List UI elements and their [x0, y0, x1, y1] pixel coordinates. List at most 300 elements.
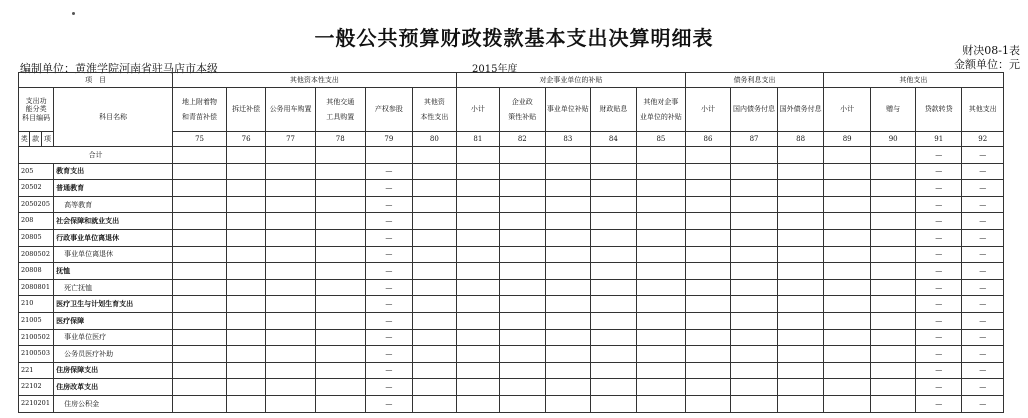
amount-cell [823, 147, 871, 164]
column-number: 75 [173, 132, 227, 147]
amount-cell [591, 147, 637, 164]
column-header-line: 其他交通 [326, 98, 355, 107]
dash-mark: — [935, 300, 943, 309]
table-row [19, 229, 1004, 246]
amount-cell [730, 263, 778, 280]
dash-mark: — [935, 233, 943, 242]
dash-mark: — [935, 250, 943, 259]
amount-cell [173, 213, 227, 230]
amount-cell [778, 246, 824, 263]
dash-mark: — [935, 349, 943, 358]
empty-amount-cell [365, 229, 413, 246]
group-enterprise-subsidy: 对企事业单位的补贴 [456, 73, 686, 88]
amount-cell [173, 229, 227, 246]
dash-mark: — [979, 283, 987, 292]
column-number: 77 [266, 132, 316, 147]
column-header [315, 88, 365, 132]
amount-cell [545, 229, 591, 246]
amount-cell [266, 196, 316, 213]
scan-speck [72, 12, 75, 15]
column-header-line: 国内债务付息 [733, 105, 776, 114]
amount-cell [823, 196, 871, 213]
amount-cell [591, 279, 637, 296]
dash-mark: — [935, 167, 943, 176]
table-row [19, 379, 1004, 396]
amount-cell [266, 163, 316, 180]
dash-mark: — [979, 150, 987, 159]
empty-amount-cell [915, 279, 962, 296]
amount-cell [823, 246, 871, 263]
subject-name-header: 科目名称 [54, 88, 173, 147]
amount-cell [823, 395, 871, 412]
amount-cell [636, 279, 686, 296]
column-header-line: 小计 [701, 105, 715, 114]
empty-amount-cell [915, 346, 962, 363]
column-header-line: 国外债务付息 [779, 105, 822, 114]
table-row [19, 296, 1004, 313]
empty-amount-cell [365, 163, 413, 180]
amount-cell [315, 296, 365, 313]
column-header-line: 赠与 [886, 105, 901, 114]
amount-cell [413, 296, 456, 313]
amount-cell [266, 147, 316, 164]
xiang-header: 项 [41, 132, 53, 147]
amount-cell [266, 395, 316, 412]
amount-cell [730, 163, 778, 180]
subject-code: 20502 [19, 180, 54, 197]
dash-mark: — [385, 399, 393, 408]
amount-cell [545, 395, 591, 412]
function-code-header [19, 88, 54, 132]
amount-cell [226, 362, 265, 379]
amount-cell [315, 196, 365, 213]
amount-cell [315, 312, 365, 329]
amount-cell [871, 213, 915, 230]
amount-cell [173, 163, 227, 180]
amount-cell [413, 196, 456, 213]
empty-amount-cell [365, 346, 413, 363]
amount-cell [315, 279, 365, 296]
amount-cell [456, 346, 499, 363]
amount-cell [413, 246, 456, 263]
empty-amount-cell [962, 196, 1004, 213]
table-row [19, 279, 1004, 296]
column-header-line: 拆迁补偿 [232, 105, 261, 114]
amount-cell [315, 395, 365, 412]
amount-cell [636, 180, 686, 197]
column-header-line: 其他对企事 [643, 98, 679, 107]
amount-cell [686, 279, 730, 296]
dash-mark: — [385, 383, 393, 392]
amount-cell [636, 379, 686, 396]
column-number: 82 [500, 132, 546, 147]
amount-cell [173, 379, 227, 396]
amount-cell [315, 163, 365, 180]
amount-cell [686, 196, 730, 213]
amount-cell [778, 312, 824, 329]
amount-cell [686, 246, 730, 263]
empty-amount-cell [962, 147, 1004, 164]
amount-cell [686, 296, 730, 313]
column-number: 76 [226, 132, 265, 147]
amount-cell [636, 362, 686, 379]
column-header [545, 88, 591, 132]
column-header-line: 小计 [470, 105, 485, 114]
empty-amount-cell [365, 312, 413, 329]
group-other-capital: 其他资本性支出 [173, 73, 456, 88]
amount-cell [413, 279, 456, 296]
amount-cell [500, 213, 546, 230]
amount-cell [456, 196, 499, 213]
amount-cell [500, 279, 546, 296]
table-row [19, 263, 1004, 280]
table-row [19, 362, 1004, 379]
empty-amount-cell [962, 229, 1004, 246]
dash-mark: — [385, 316, 393, 325]
dash-mark: — [935, 383, 943, 392]
amount-cell [315, 263, 365, 280]
empty-amount-cell [915, 213, 962, 230]
column-header-line: 企业政 [511, 98, 533, 107]
amount-cell [730, 180, 778, 197]
amount-cell [266, 263, 316, 280]
amount-cell [686, 263, 730, 280]
subject-name: 医疗卫生与计划生育支出 [54, 296, 173, 313]
amount-cell [173, 180, 227, 197]
amount-cell [226, 147, 265, 164]
function-code-line: 科目编码 [22, 113, 51, 122]
subject-code: 208 [19, 213, 54, 230]
amount-cell [591, 229, 637, 246]
empty-amount-cell [962, 279, 1004, 296]
amount-cell [545, 312, 591, 329]
amount-cell [226, 312, 265, 329]
amount-cell [173, 296, 227, 313]
total-row [19, 147, 1004, 164]
dash-mark: — [979, 167, 987, 176]
amount-cell [545, 196, 591, 213]
subject-name: 住房保障支出 [54, 362, 173, 379]
empty-amount-cell [365, 279, 413, 296]
dash-mark: — [979, 200, 987, 209]
amount-cell [226, 296, 265, 313]
subject-name: 高等教育 [54, 196, 173, 213]
amount-cell [226, 395, 265, 412]
amount-cell [730, 362, 778, 379]
empty-amount-cell [365, 246, 413, 263]
amount-cell [266, 346, 316, 363]
amount-cell [500, 312, 546, 329]
amount-cell [500, 163, 546, 180]
dash-mark: — [385, 283, 393, 292]
column-number: 80 [413, 132, 456, 147]
amount-cell [173, 246, 227, 263]
amount-cell [778, 329, 824, 346]
dash-mark: — [385, 167, 393, 176]
table-row [19, 163, 1004, 180]
amount-cell [686, 147, 730, 164]
dash-mark: — [979, 233, 987, 242]
amount-cell [591, 213, 637, 230]
report-title: 一般公共预算财政拨款基本支出决算明细表 [314, 26, 714, 50]
subject-name: 行政事业单位离退休 [54, 229, 173, 246]
amount-cell [545, 213, 591, 230]
amount-cell [545, 147, 591, 164]
amount-cell [730, 312, 778, 329]
amount-cell [226, 279, 265, 296]
empty-amount-cell [915, 395, 962, 412]
dash-mark: — [979, 383, 987, 392]
dash-mark: — [935, 150, 943, 159]
subject-code: 205 [19, 163, 54, 180]
column-number: 91 [915, 132, 962, 147]
subject-name: 普通教育 [54, 180, 173, 197]
subject-code: 2080801 [19, 279, 54, 296]
dash-mark: — [385, 183, 393, 192]
amount-cell [365, 147, 413, 164]
dash-mark: — [935, 217, 943, 226]
amount-cell [266, 312, 316, 329]
amount-cell [315, 229, 365, 246]
amount-cell [500, 362, 546, 379]
subject-name: 事业单位离退休 [54, 246, 173, 263]
amount-cell [226, 196, 265, 213]
column-header-line: 工具购置 [326, 112, 355, 121]
subject-name: 抚恤 [54, 263, 173, 280]
amount-cell [591, 379, 637, 396]
column-header [823, 88, 871, 132]
kuan-header: 款 [30, 132, 41, 147]
amount-cell [871, 196, 915, 213]
amount-cell [500, 246, 546, 263]
column-header [730, 88, 778, 132]
amount-cell [266, 213, 316, 230]
amount-cell [413, 147, 456, 164]
subject-name: 住房改革支出 [54, 379, 173, 396]
empty-amount-cell [365, 213, 413, 230]
amount-cell [686, 229, 730, 246]
empty-amount-cell [365, 263, 413, 280]
amount-cell [591, 246, 637, 263]
empty-amount-cell [365, 379, 413, 396]
subject-code: 20808 [19, 263, 54, 280]
dash-mark: — [979, 217, 987, 226]
column-header-line: 其他支出 [968, 105, 997, 114]
amount-cell [636, 329, 686, 346]
header-row-groups [19, 73, 1004, 88]
amount-cell [226, 229, 265, 246]
column-header [636, 88, 686, 132]
empty-amount-cell [962, 213, 1004, 230]
empty-amount-cell [962, 296, 1004, 313]
amount-cell [456, 395, 499, 412]
amount-cell [413, 213, 456, 230]
dash-mark: — [979, 349, 987, 358]
amount-cell [456, 312, 499, 329]
amount-cell [545, 346, 591, 363]
amount-cell [545, 362, 591, 379]
column-number: 88 [778, 132, 824, 147]
amount-cell [413, 395, 456, 412]
column-header [915, 88, 962, 132]
amount-cell [871, 379, 915, 396]
dash-mark: — [979, 183, 987, 192]
column-header [591, 88, 637, 132]
amount-cell [823, 263, 871, 280]
amount-cell [173, 362, 227, 379]
amount-cell [730, 196, 778, 213]
amount-cell [778, 229, 824, 246]
amount-cell [823, 229, 871, 246]
amount-cell [226, 263, 265, 280]
empty-amount-cell [365, 329, 413, 346]
empty-amount-cell [915, 163, 962, 180]
amount-cell [730, 213, 778, 230]
column-number: 78 [315, 132, 365, 147]
empty-amount-cell [962, 263, 1004, 280]
amount-cell [545, 180, 591, 197]
amount-cell [636, 246, 686, 263]
amount-cell [500, 346, 546, 363]
subject-code: 210 [19, 296, 54, 313]
amount-cell [871, 147, 915, 164]
amount-cell [686, 329, 730, 346]
amount-cell [226, 180, 265, 197]
amount-cell [778, 379, 824, 396]
column-header-line: 公务用车购置 [269, 105, 312, 114]
amount-cell [266, 246, 316, 263]
expenditure-detail-table [18, 72, 1004, 413]
table-row [19, 180, 1004, 197]
amount-cell [500, 329, 546, 346]
dash-mark: — [385, 349, 393, 358]
dash-mark: — [385, 333, 393, 342]
amount-cell [226, 163, 265, 180]
amount-cell [545, 296, 591, 313]
dash-mark: — [385, 250, 393, 259]
amount-cell [686, 163, 730, 180]
amount-cell [636, 395, 686, 412]
dash-mark: — [935, 200, 943, 209]
dash-mark: — [935, 366, 943, 375]
table-row [19, 196, 1004, 213]
column-number: 84 [591, 132, 637, 147]
empty-amount-cell [962, 395, 1004, 412]
amount-cell [266, 329, 316, 346]
amount-cell [823, 362, 871, 379]
amount-cell [266, 180, 316, 197]
column-header-line: 和青苗补偿 [182, 112, 218, 121]
amount-cell [413, 263, 456, 280]
empty-amount-cell [962, 163, 1004, 180]
column-header [962, 88, 1004, 132]
amount-cell [636, 296, 686, 313]
amount-cell [456, 163, 499, 180]
amount-cell [591, 329, 637, 346]
amount-cell [871, 346, 915, 363]
column-header-line: 策性补贴 [508, 112, 537, 121]
amount-cell [500, 263, 546, 280]
amount-cell [266, 296, 316, 313]
amount-cell [226, 213, 265, 230]
empty-amount-cell [365, 395, 413, 412]
function-code-line: 能分类 [25, 105, 47, 114]
lei-header: 类 [19, 132, 30, 147]
subject-code: 21005 [19, 312, 54, 329]
fiscal-year: 2015年度 [472, 64, 518, 75]
dash-mark: — [935, 333, 943, 342]
header-row-columns [19, 88, 1004, 132]
amount-cell [500, 296, 546, 313]
empty-amount-cell [962, 362, 1004, 379]
subject-code: 221 [19, 362, 54, 379]
column-number: 92 [962, 132, 1004, 147]
subject-code: 2080502 [19, 246, 54, 263]
column-header-line: 产权参股 [374, 105, 403, 114]
amount-cell [315, 379, 365, 396]
column-header [173, 88, 227, 132]
total-label: 合计 [19, 147, 173, 164]
amount-cell [778, 147, 824, 164]
amount-cell [778, 263, 824, 280]
amount-cell [500, 395, 546, 412]
amount-cell [871, 180, 915, 197]
amount-cell [591, 196, 637, 213]
amount-cell [456, 379, 499, 396]
dash-mark: — [979, 399, 987, 408]
amount-cell [456, 362, 499, 379]
amount-cell [686, 362, 730, 379]
empty-amount-cell [962, 346, 1004, 363]
dash-mark: — [385, 266, 393, 275]
amount-cell [173, 395, 227, 412]
column-header-line: 其他资 [423, 98, 445, 107]
empty-amount-cell [915, 379, 962, 396]
amount-cell [413, 163, 456, 180]
amount-cell [591, 296, 637, 313]
amount-cell [413, 379, 456, 396]
amount-cell [778, 279, 824, 296]
empty-amount-cell [962, 379, 1004, 396]
amount-cell [686, 395, 730, 412]
amount-cell [823, 346, 871, 363]
subject-code: 2050205 [19, 196, 54, 213]
amount-cell [545, 263, 591, 280]
dash-mark: — [979, 266, 987, 275]
amount-cell [456, 246, 499, 263]
empty-amount-cell [962, 246, 1004, 263]
amount-cell [456, 329, 499, 346]
subject-name: 教育支出 [54, 163, 173, 180]
group-other-expenditure: 其他支出 [823, 73, 1003, 88]
dash-mark: — [979, 250, 987, 259]
empty-amount-cell [915, 147, 962, 164]
amount-cell [315, 329, 365, 346]
column-number: 83 [545, 132, 591, 147]
amount-cell [730, 147, 778, 164]
amount-cell [636, 196, 686, 213]
amount-cell [636, 263, 686, 280]
column-header [686, 88, 730, 132]
amount-cell [500, 147, 546, 164]
column-header [413, 88, 456, 132]
amount-cell [686, 213, 730, 230]
dash-mark: — [979, 366, 987, 375]
amount-cell [730, 329, 778, 346]
subject-name: 住房公积金 [54, 395, 173, 412]
amount-cell [413, 329, 456, 346]
amount-cell [730, 395, 778, 412]
